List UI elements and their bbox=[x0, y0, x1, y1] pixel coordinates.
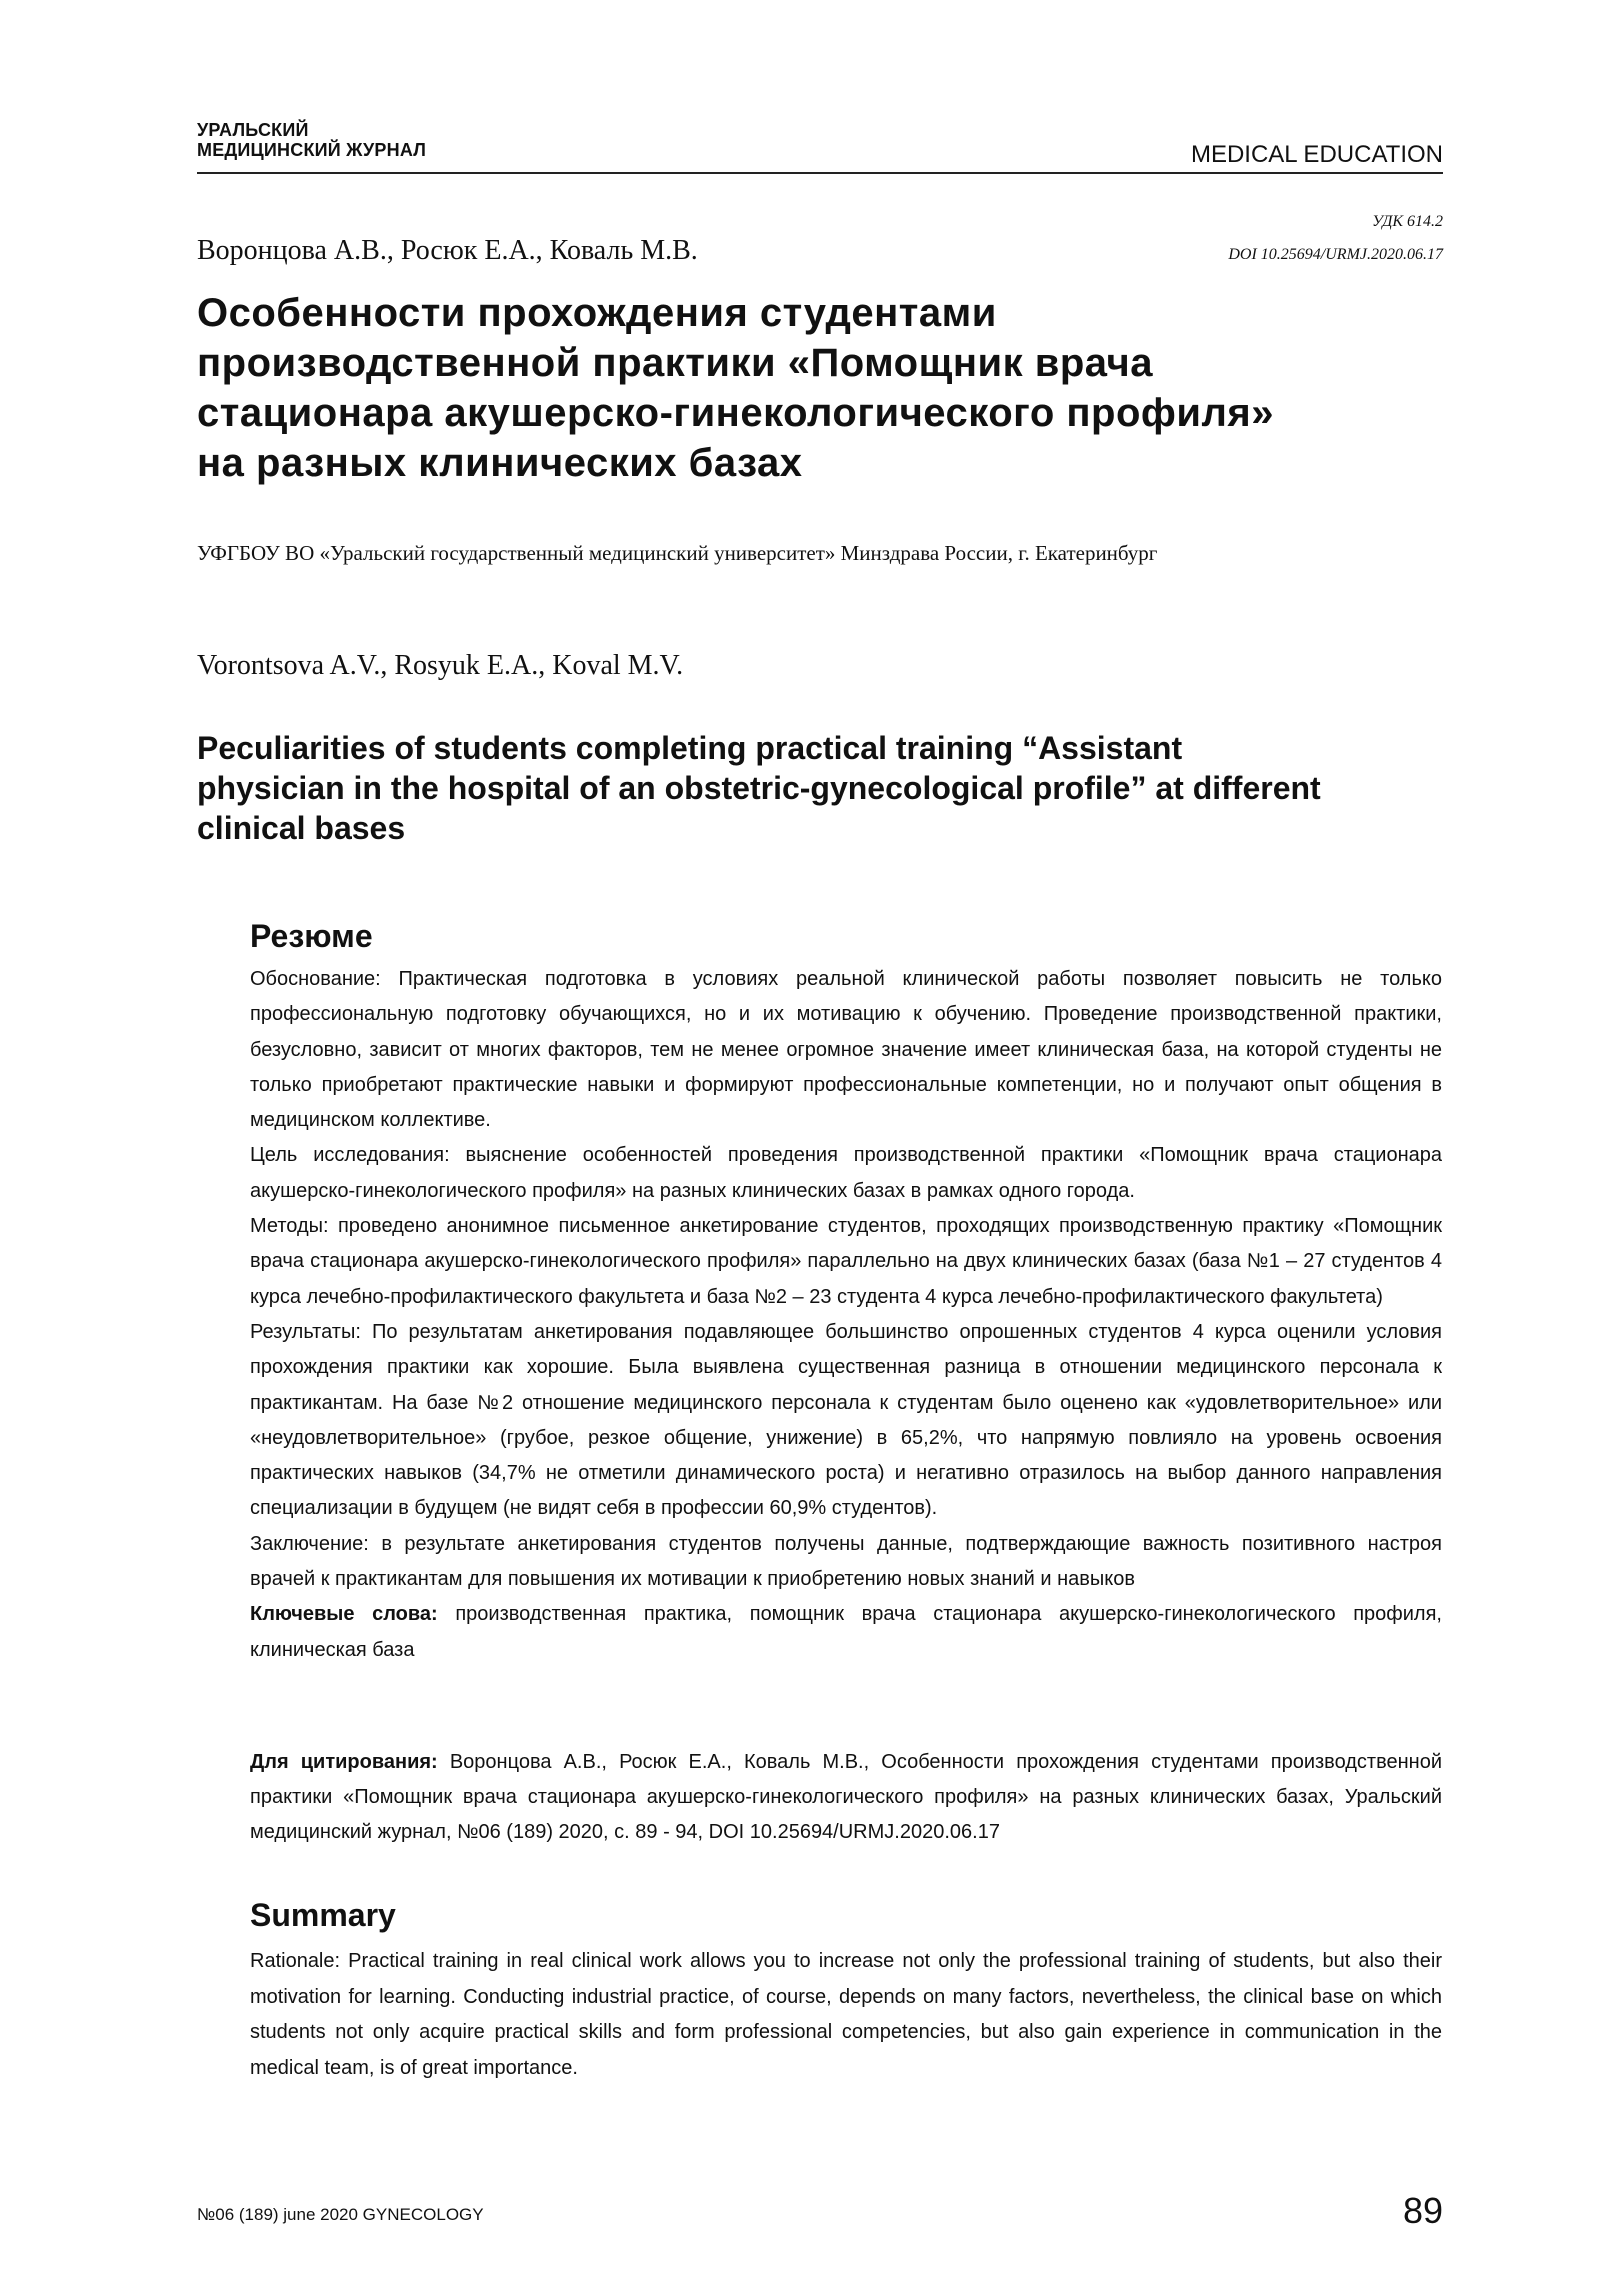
journal-name-line2: МЕДИЦИНСКИЙ ЖУРНАЛ bbox=[197, 140, 427, 160]
header-divider bbox=[197, 172, 1443, 174]
citation bbox=[250, 1745, 1442, 1850]
title-english-line: Peculiarities of students completing practical training “Assistant bbox=[197, 730, 1183, 766]
doi: DOI 10.25694/URMJ.2020.06.17 bbox=[1228, 246, 1443, 263]
udk-code: УДК 614.2 bbox=[1372, 213, 1443, 230]
title-russian bbox=[197, 288, 1447, 488]
title-english bbox=[197, 728, 1447, 848]
citation-label: Для цитирования: bbox=[250, 1751, 438, 1773]
resume-paragraph-rationale: Обоснование: Практическая подготовка в условиях реальной клинической работы позволяет повысить не только профессиональную подготовку обучающихся, но и их мотивацию к обучению. Проведение производственной практики, безусловно, зависит от многих факторов, тем не менее огромное значение имеет клиническая база, на которой студенты не только приобретают практические навыки и формируют профессиональные компетенции, но и получают опыт общения в медицинском коллективе. bbox=[250, 968, 1442, 1132]
authors-english: Vorontsova A.V., Rosyuk E.A., Koval M.V. bbox=[197, 650, 684, 681]
title-russian-line: на разных клинических базах bbox=[197, 441, 803, 485]
resume-paragraph-conclusion: Заключение: в результате анкетирования студентов получены данные, подтверждающие важность позитивного настроя врачей к практикантам для повышения их мотивации к приобретению новых знаний и навыков bbox=[250, 1532, 1442, 1591]
title-russian-line: производственной практики «Помощник врача bbox=[197, 341, 1153, 385]
footer-issue: №06 (189) june 2020 GYNECOLOGY bbox=[197, 2205, 484, 2224]
citation-text: Воронцова А.В., Росюк Е.А., Коваль М.В., Особенности прохождения студентами производственной практики «Помощник врача стационара акушерско-гинекологического профиля» на разных клинических базах, Уральский медицинский журнал, №06 (189) 2020, с. 89 - 94, DOI 10.25694/URMJ.2020.06.17 bbox=[250, 1751, 1442, 1843]
resume-paragraph-results: Результаты: По результатам анкетирования подавляющее большинство опрошенных студентов 4 курса оценили условия прохождения практики как хорошие. Была выявлена существенная разница в отношении медицинского персонала к практикантам. На базе №2 отношение медицинского персонала к студентам было оценено как «удовлетворительное» или «неудовлетворительное» (грубое, резкое общение, унижение) в 65,2%, что напрямую повлияло на уровень освоения практических навыков (34,7% не отметили динамического роста) и негативно отразилось на выбор данного направления специализации в будущем (не видят себя в профессии 60,9% студентов). bbox=[250, 1320, 1442, 1520]
authors-russian: Воронцова А.В., Росюк Е.А., Коваль М.В. bbox=[197, 235, 698, 266]
title-russian-line: стационара акушерско-гинекологического профиля» bbox=[197, 391, 1274, 435]
keywords-text: производственная практика, помощник врача стационара акушерско-гинекологического профиля, клиническая база bbox=[250, 1603, 1442, 1661]
summary-paragraph: Rationale: Practical training in real clinical work allows you to increase not only the professional training of students, but also their motivation for learning. Conducting industrial practice, of course, depends on many factors, nevertheless, the clinical base on which students not only acquire practical skills and form professional competencies, but also gain experience in communication in the medical team, is of great importance. bbox=[250, 1950, 1442, 2079]
section-label: MEDICAL EDUCATION bbox=[1190, 141, 1443, 168]
summary-heading: Summary bbox=[250, 1897, 396, 1933]
journal-name-line1: УРАЛЬСКИЙ bbox=[197, 120, 309, 140]
resume-heading: Резюме bbox=[250, 918, 373, 954]
keywords bbox=[250, 1597, 1442, 1668]
journal-name bbox=[197, 120, 426, 160]
affiliation: УФГБОУ ВО «Уральский государственный медицинский университет» Минздрава России, г. Екатеринбург bbox=[197, 541, 1158, 565]
title-english-line: physician in the hospital of an obstetric-gynecological profile” at different bbox=[197, 770, 1321, 806]
resume-paragraph-aim: Цель исследования: выяснение особенностей проведения производственной практики «Помощник врача стационара акушерско-гинекологического профиля» на разных клинических базах в рамках одного города. bbox=[250, 1144, 1442, 1202]
title-english-line: clinical bases bbox=[197, 810, 406, 846]
resume-paragraph-methods: Методы: проведено анонимное письменное анкетирование студентов, проходящих производственную практику «Помощник врача стационара акушерско-гинекологического профиля» параллельно на двух клинических базах (база №1 – 27 студентов 4 курса лечебно-профилактического факультета и база №2 – 23 студента 4 курса лечебно-профилактического факультета) bbox=[250, 1215, 1442, 1308]
keywords-label: Ключевые слова: bbox=[250, 1603, 438, 1626]
title-russian-line: Особенности прохождения студентами bbox=[197, 291, 997, 335]
resume-body bbox=[250, 962, 1442, 1668]
page-number: 89 bbox=[1402, 2190, 1443, 2231]
summary-body bbox=[250, 1944, 1442, 2086]
